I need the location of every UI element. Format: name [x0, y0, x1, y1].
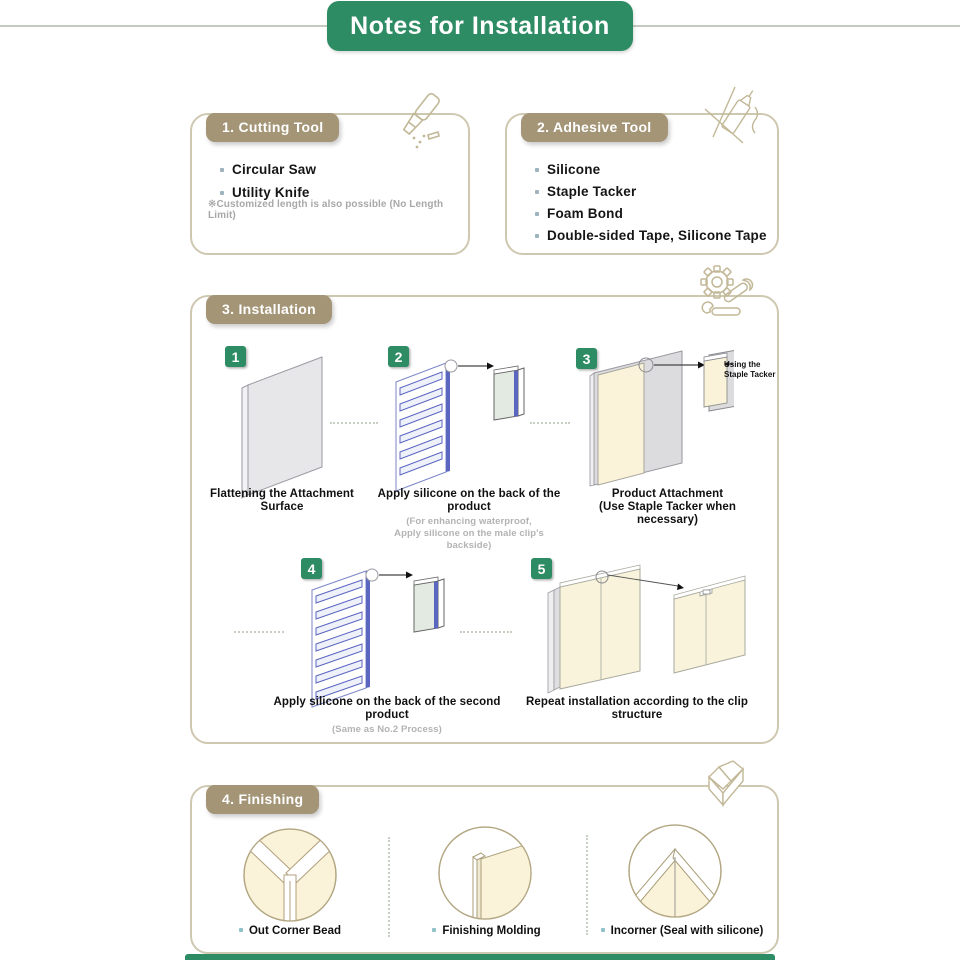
step4-caption: [272, 696, 502, 736]
incorner-illustration: [625, 821, 725, 921]
caption-text: Apply silicone on the back of the second product: [273, 696, 501, 721]
cutting-tool-label: 1. Cutting Tool: [206, 113, 339, 142]
bullet-dot-icon: [535, 190, 539, 194]
caption-text: Incorner (Seal with silicone): [610, 925, 764, 937]
installation-label: 3. Installation: [206, 295, 332, 324]
caption-subtext: (Same as No.2 Process): [332, 724, 442, 735]
finishing-caption: [592, 925, 772, 937]
step-number-badge: 2: [388, 346, 409, 367]
step3-annotation: [724, 360, 775, 380]
step1-panel-illustration: [230, 349, 350, 504]
section-cutting-tool: [190, 113, 470, 255]
list-item-label: Staple Tacker: [547, 184, 637, 199]
list-item-label: Utility Knife: [232, 185, 310, 200]
caption-text: (Use Staple Tacker when necessary): [599, 501, 736, 526]
step-number-badge: 5: [531, 558, 552, 579]
bullet-dot-icon: [535, 168, 539, 172]
section-finishing: [190, 785, 779, 954]
caption-subtext: Apply silicone on the male clip's backside): [394, 528, 544, 551]
corner-bead-icon: [697, 755, 755, 813]
page-title: [327, 1, 633, 51]
caption-text: Repeat installation according to the clip structure: [526, 696, 748, 721]
step2-silicone-illustration: [388, 352, 533, 502]
caption-text: Out Corner Bead: [248, 925, 341, 937]
out-corner-bead-illustration: [240, 825, 340, 925]
bullet-dot-icon: [239, 928, 243, 932]
section-installation: [190, 295, 779, 744]
list-item: [535, 227, 767, 245]
cutting-tool-list: [220, 161, 316, 202]
page-title-text: Notes for Installation: [350, 11, 610, 40]
dotted-separator: [530, 422, 570, 424]
step4-silicone-illustration: [304, 562, 454, 712]
annotation-line: Using the: [724, 360, 761, 369]
list-item: [220, 161, 316, 179]
step3-attachment-illustration: [582, 345, 734, 500]
finishing-caption: [414, 925, 559, 937]
step-number-badge: 3: [576, 348, 597, 369]
bullet-dot-icon: [535, 212, 539, 216]
gear-wrench-icon: [693, 261, 757, 325]
finishing-molding-illustration: [435, 823, 535, 923]
dotted-separator: [388, 837, 390, 937]
step5-clip-illustration: [540, 559, 752, 704]
annotation-line: Staple Tacker: [724, 370, 776, 379]
step3-caption: [575, 488, 760, 527]
caption-subtext: (For enhancing waterproof,: [406, 516, 532, 527]
bullet-dot-icon: [432, 928, 436, 932]
bullet-dot-icon: [535, 234, 539, 238]
caption-text: Flattening the Attachment Surface: [210, 488, 354, 513]
list-item-label: Foam Bond: [547, 206, 624, 221]
list-item-label: Silicone: [547, 162, 601, 177]
utility-knife-icon: [388, 89, 452, 153]
finishing-label: 4. Finishing: [206, 785, 319, 814]
finishing-caption: [220, 925, 360, 937]
dotted-separator: [586, 835, 588, 935]
list-item: [535, 183, 767, 201]
step5-caption: [512, 696, 762, 722]
list-item: [535, 161, 767, 179]
step-number-badge: 1: [225, 346, 246, 367]
list-item-label: Circular Saw: [232, 162, 317, 177]
step1-caption: [197, 488, 367, 514]
bullet-dot-icon: [220, 168, 224, 172]
section-adhesive-tool: [505, 113, 779, 255]
silicone-gun-icon: [699, 85, 769, 153]
bullet-dot-icon: [220, 191, 224, 195]
list-item-label: Double-sided Tape, Silicone Tape: [547, 228, 767, 243]
adhesive-tool-label: 2. Adhesive Tool: [521, 113, 668, 142]
step2-caption: [374, 488, 564, 552]
footer-bar: [185, 954, 775, 960]
cutting-note: ※Customized length is also possible (No Length Limit): [208, 199, 444, 221]
step-number-badge: 4: [301, 558, 322, 579]
dotted-separator: [234, 631, 284, 633]
bullet-dot-icon: [601, 928, 605, 932]
caption-text: Product Attachment: [611, 488, 724, 500]
list-item: [535, 205, 767, 223]
caption-text: Finishing Molding: [442, 925, 541, 937]
caption-text: Apply silicone on the back of the product: [377, 488, 561, 513]
dotted-separator: [460, 631, 512, 633]
adhesive-tool-list: [535, 161, 767, 245]
